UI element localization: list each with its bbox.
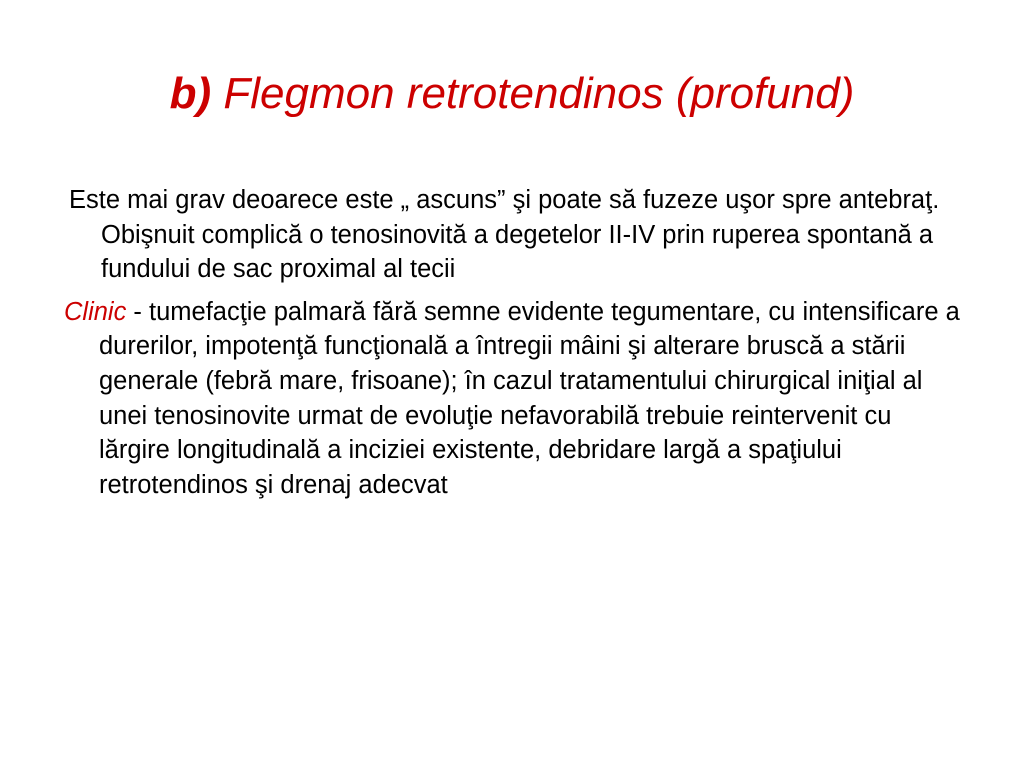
slide-body [66,183,966,502]
clinic-separator: - [126,297,150,326]
slide-title [0,66,1024,122]
clinic-label: Clinic [64,297,127,326]
paragraph-clinic [64,295,966,503]
title-prefix: b) [169,69,212,118]
paragraph-description: Este mai grav deoarece este „ ascuns” şi poate să fuzeze uşor spre antebraţ. Obişnuit complică o tenosinovită a degetelor II-IV prin ruperea spontană a fundului de sac proximal al tecii [69,186,940,284]
clinic-text: tumefacţie palmară fără semne evidente tegumentare, cu intensificare a durerilor, impotenţă funcţională a întregii mâini şi alterare bruscă a stării generale (febră mare, frisoane); în cazul tratamentului chirurgical iniţial al unei tenosinovite urmat de evoluţie nefavorabilă trebuie reintervenit cu lărgire longitudinală a inciziei existente, debridare largă a spaţiului retrotendinos şi drenaj adecvat [99,297,960,499]
title-text: Flegmon retrotendinos (profund) [223,69,855,118]
